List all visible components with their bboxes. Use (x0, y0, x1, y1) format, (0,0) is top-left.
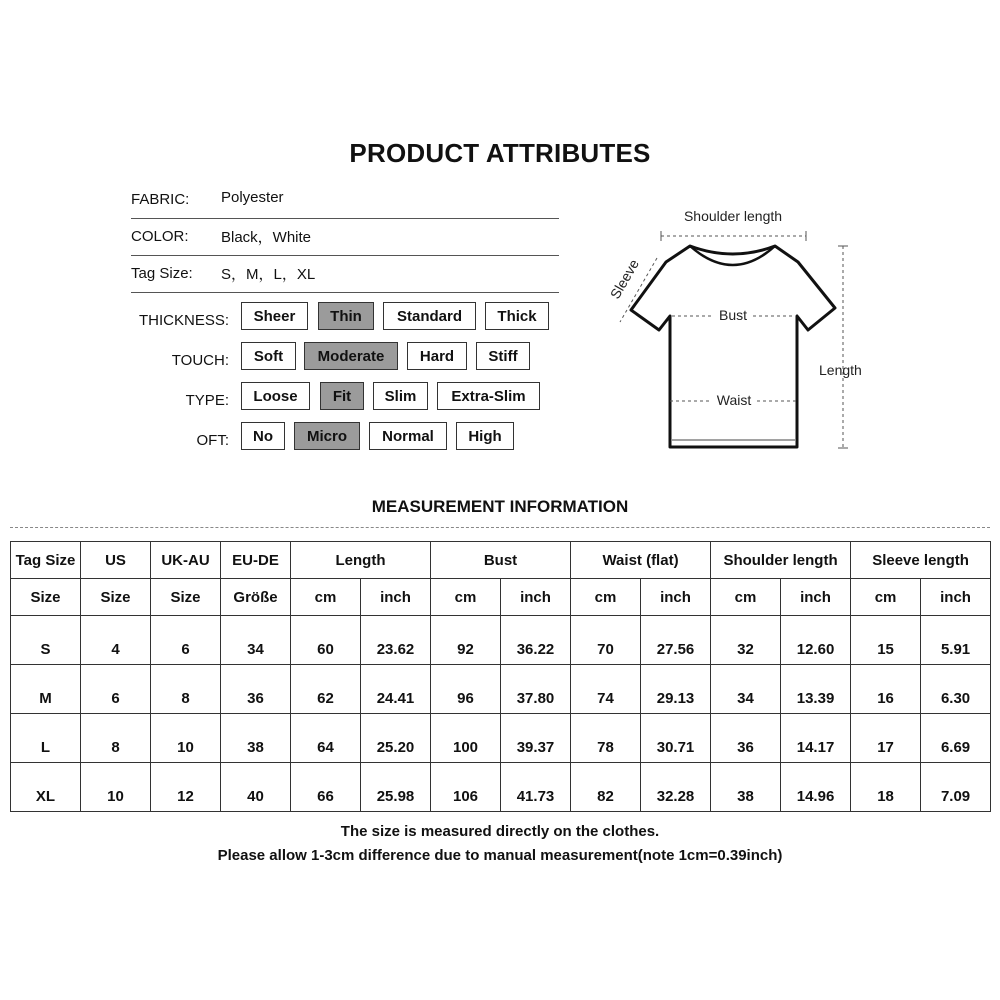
info-value: Black，White (221, 229, 312, 246)
table-cell: 8 (81, 714, 151, 763)
header-cell: Sleeve length (851, 542, 991, 579)
option-oft-no[interactable]: No (241, 422, 285, 450)
tshirt-diagram (600, 200, 880, 460)
table-cell: 23.62 (361, 616, 431, 665)
subheader-cell: Größe (221, 579, 291, 616)
subheader-cell: inch (361, 579, 431, 616)
option-oft-micro[interactable]: Micro (294, 422, 360, 450)
option-thickness-thin[interactable]: Thin (318, 302, 374, 330)
header-cell: Shoulder length (711, 542, 851, 579)
table-cell: 14.17 (781, 714, 851, 763)
subheader-cell: inch (501, 579, 571, 616)
option-oft-normal[interactable]: Normal (369, 422, 447, 450)
option-touch-hard[interactable]: Hard (407, 342, 467, 370)
subheader-cell: inch (781, 579, 851, 616)
table-cell: 13.39 (781, 665, 851, 714)
table-cell: 74 (571, 665, 641, 714)
table-cell: 34 (221, 616, 291, 665)
subheader-cell: cm (291, 579, 361, 616)
attr-label-oft: OFT: (196, 432, 229, 449)
info-label: COLOR: (131, 228, 189, 245)
table-cell: S (11, 616, 81, 665)
table-cell: 66 (291, 763, 361, 812)
table-cell: 25.20 (361, 714, 431, 763)
table-cell: 37.80 (501, 665, 571, 714)
table-cell: 6 (151, 616, 221, 665)
table-cell: XL (11, 763, 81, 812)
subheader-cell: Size (81, 579, 151, 616)
table-cell: 6.30 (921, 665, 991, 714)
table-row (11, 763, 991, 812)
table-cell: 32 (711, 616, 781, 665)
table-cell: 12 (151, 763, 221, 812)
table-cell: 10 (81, 763, 151, 812)
table-cell: 38 (221, 714, 291, 763)
table-cell: 39.37 (501, 714, 571, 763)
option-thickness-thick[interactable]: Thick (485, 302, 549, 330)
table-subheader-row (11, 579, 991, 616)
length-measure-line (838, 246, 848, 448)
header-cell: Bust (431, 542, 571, 579)
header-cell: UK-AU (151, 542, 221, 579)
header-cell: Length (291, 542, 431, 579)
subheader-cell: inch (921, 579, 991, 616)
attr-label-touch: TOUCH: (171, 352, 229, 369)
table-cell: 82 (571, 763, 641, 812)
tshirt-outline-icon (631, 246, 835, 447)
table-cell: 8 (151, 665, 221, 714)
subheader-cell: cm (571, 579, 641, 616)
length-label: Length (819, 362, 862, 378)
table-cell: 106 (431, 763, 501, 812)
option-type-fit[interactable]: Fit (320, 382, 364, 410)
table-cell: 64 (291, 714, 361, 763)
subheader-cell: cm (431, 579, 501, 616)
info-value: S，M，L，XL (221, 266, 316, 283)
table-cell: 10 (151, 714, 221, 763)
table-cell: 60 (291, 616, 361, 665)
sleeve-label: Sleeve (606, 256, 643, 302)
table-cell: 29.13 (641, 665, 711, 714)
table-cell: 27.56 (641, 616, 711, 665)
table-cell: 17 (851, 714, 921, 763)
table-cell: 14.96 (781, 763, 851, 812)
table-cell: L (11, 714, 81, 763)
dashed-divider (10, 527, 990, 528)
table-cell: 7.09 (921, 763, 991, 812)
subheader-cell: Size (11, 579, 81, 616)
table-cell: 70 (571, 616, 641, 665)
table-cell: 100 (431, 714, 501, 763)
table-cell: M (11, 665, 81, 714)
header-cell: Tag Size (11, 542, 81, 579)
info-value: Polyester (221, 189, 284, 206)
table-cell: 62 (291, 665, 361, 714)
table-cell: 5.91 (921, 616, 991, 665)
table-cell: 24.41 (361, 665, 431, 714)
table-cell: 4 (81, 616, 151, 665)
option-type-loose[interactable]: Loose (241, 382, 310, 410)
table-cell: 36.22 (501, 616, 571, 665)
note-difference: Please allow 1-3cm difference due to manual measurement(note 1cm=0.39inch) (217, 847, 783, 864)
page-title: PRODUCT ATTRIBUTES (349, 138, 651, 168)
table-cell: 12.60 (781, 616, 851, 665)
option-thickness-standard[interactable]: Standard (383, 302, 476, 330)
table-cell: 36 (711, 714, 781, 763)
table-cell: 38 (711, 763, 781, 812)
subheader-cell: Size (151, 579, 221, 616)
table-cell: 92 (431, 616, 501, 665)
table-row (11, 616, 991, 665)
table-cell: 15 (851, 616, 921, 665)
measurement-title: MEASUREMENT INFORMATION (371, 497, 629, 516)
info-row-tag-size (131, 255, 559, 293)
option-touch-soft[interactable]: Soft (241, 342, 296, 370)
table-row (11, 665, 991, 714)
option-thickness-sheer[interactable]: Sheer (241, 302, 308, 330)
info-row-fabric (131, 181, 559, 219)
table-cell: 25.98 (361, 763, 431, 812)
attr-label-type: TYPE: (185, 392, 229, 409)
measurement-table (10, 541, 991, 812)
option-touch-moderate[interactable]: Moderate (304, 342, 398, 370)
attr-label-thickness: THICKNESS: (138, 312, 229, 329)
option-oft-high[interactable]: High (456, 422, 514, 450)
table-cell: 36 (221, 665, 291, 714)
shoulder-measure-line (661, 231, 806, 241)
bust-label: Bust (718, 307, 748, 323)
table-header-row (11, 542, 991, 579)
table-cell: 34 (711, 665, 781, 714)
waist-label: Waist (716, 392, 752, 408)
shoulder-label: Shoulder length (683, 208, 783, 224)
subheader-cell: inch (641, 579, 711, 616)
table-cell: 96 (431, 665, 501, 714)
table-cell: 40 (221, 763, 291, 812)
header-cell: US (81, 542, 151, 579)
table-cell: 16 (851, 665, 921, 714)
table-cell: 6 (81, 665, 151, 714)
header-cell: EU-DE (221, 542, 291, 579)
subheader-cell: cm (851, 579, 921, 616)
option-touch-stiff[interactable]: Stiff (476, 342, 530, 370)
header-cell: Waist (flat) (571, 542, 711, 579)
table-cell: 18 (851, 763, 921, 812)
option-type-slim[interactable]: Slim (373, 382, 428, 410)
table-cell: 30.71 (641, 714, 711, 763)
table-cell: 41.73 (501, 763, 571, 812)
subheader-cell: cm (711, 579, 781, 616)
table-cell: 6.69 (921, 714, 991, 763)
info-label: Tag Size: (131, 265, 193, 282)
table-cell: 78 (571, 714, 641, 763)
option-type-extra-slim[interactable]: Extra-Slim (437, 382, 540, 410)
note-measured: The size is measured directly on the clothes. (340, 823, 660, 840)
info-label: FABRIC: (131, 191, 190, 208)
table-cell: 32.28 (641, 763, 711, 812)
table-row (11, 714, 991, 763)
info-row-color (131, 218, 559, 256)
